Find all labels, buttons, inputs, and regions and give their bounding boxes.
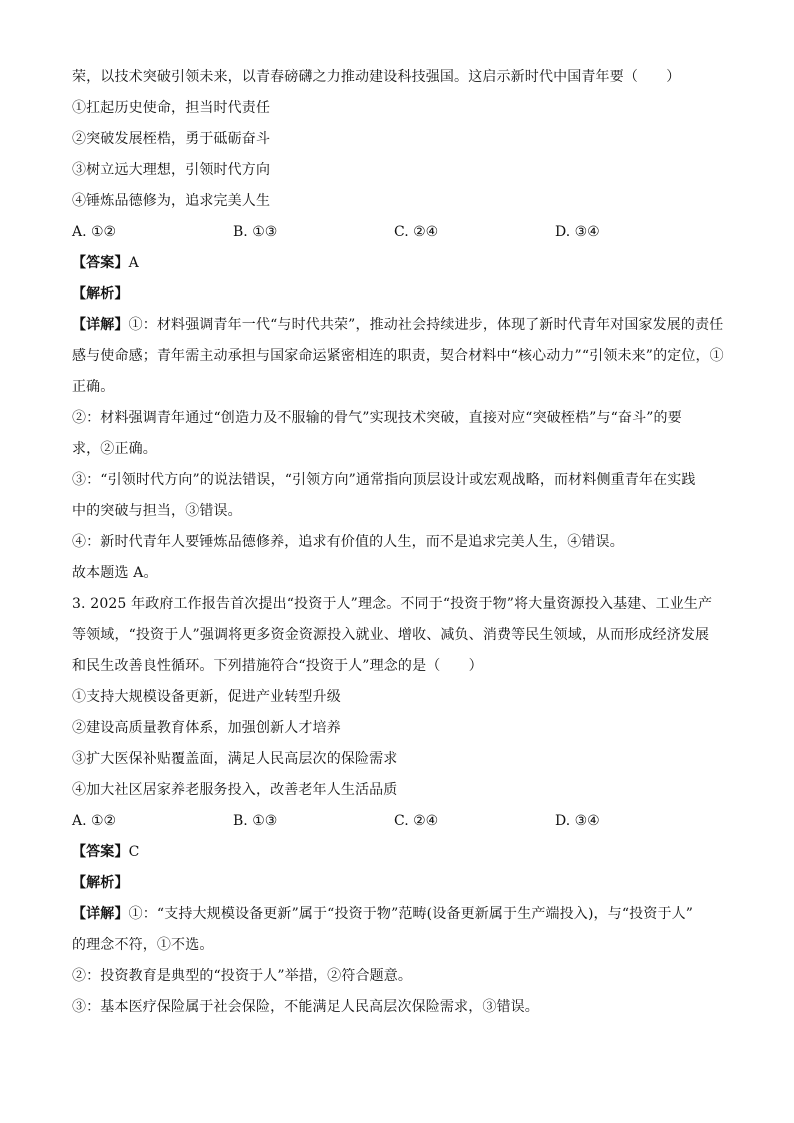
answer-tag: 【答案】 <box>72 844 129 860</box>
statement-item: ①支持大规模设备更新，促进产业转型升级 <box>72 689 341 705</box>
option-c: C. ②④ <box>394 224 439 240</box>
detail-line: ④：新时代青年人要锤炼品德修养，追求有价值的人生，而不是追求完美人生，④错误。 <box>72 534 624 550</box>
statement-item: ③树立远大理想，引领时代方向 <box>72 162 271 178</box>
answer-value: C <box>128 844 140 860</box>
answer-value: A <box>128 255 139 271</box>
option-d: D. ③④ <box>555 224 600 240</box>
detail-tag: 【详解】 <box>72 317 129 333</box>
detail-text: ①：材料强调青年一代“与时代共荣”，推动社会持续进步，体现了新时代青年对国家发展的责任 <box>128 317 724 333</box>
detail-line: 求，②正确。 <box>72 441 157 457</box>
statement-item: ④加大社区居家养老服务投入，改善老年人生活品质 <box>72 782 398 798</box>
option-d: D. ③④ <box>555 813 600 829</box>
detail-line: ③：基本医疗保险属于社会保险，不能满足人民高层次保险需求，③错误。 <box>72 999 539 1015</box>
detail-tag: 【详解】 <box>72 906 129 922</box>
question-stem: 荣，以技术突破引领未来，以青春磅礴之力推动建设科技强国。这启示新时代中国青年要（ ） <box>72 69 681 85</box>
detail-line: ②：材料强调青年通过“创造力及不服输的骨气”实现技术突破，直接对应“突破桎梏”与“奋斗”的要 <box>72 410 682 426</box>
detail-line: ②：投资教育是典型的“投资于人”举措，②符合题意。 <box>72 968 413 984</box>
option-a: A. ①② <box>72 813 117 829</box>
option-b: B. ①③ <box>233 813 278 829</box>
question-stem: 等领域，“投资于人”强调将更多资金资源投入就业、增收、减负、消费等民生领域，从而形成经济发展 <box>72 627 710 643</box>
statement-item: ③扩大医保补贴覆盖面，满足人民高层次的保险需求 <box>72 751 398 767</box>
analysis-heading <box>72 279 752 310</box>
answer-options <box>72 806 752 837</box>
detail-line: 故本题选 A。 <box>72 565 158 581</box>
detail-line: 感与使命感；青年需主动承担与国家命运紧密相连的职责，契合材料中“核心动力”“引领未来”的定位，① <box>72 348 724 364</box>
statement-item: ②建设高质量教育体系，加强创新人才培养 <box>72 720 341 736</box>
statement-item: ①扛起历史使命，担当时代责任 <box>72 100 271 116</box>
statement-item: ④锤炼品德修为，追求完美人生 <box>72 193 271 209</box>
statement-item: ②突破发展桎梏，勇于砥砺奋斗 <box>72 131 271 147</box>
analysis-tag: 【解析】 <box>72 286 129 302</box>
analysis-tag: 【解析】 <box>72 875 129 891</box>
detail-line: 中的突破与担当，③错误。 <box>72 503 242 519</box>
detail-line: ③：“引领时代方向”的说法错误，“引领方向”通常指向顶层设计或宏观战略，而材料侧重青年在实践 <box>72 472 696 488</box>
detail-line: 正确。 <box>72 379 115 395</box>
detail-line <box>72 310 752 341</box>
answer-tag: 【答案】 <box>72 255 129 271</box>
question-stem: 和民生改善良性循环。下列措施符合“投资于人”理念的是（ ） <box>72 658 483 674</box>
option-b: B. ①③ <box>233 224 278 240</box>
detail-line <box>72 899 752 930</box>
answer-line <box>72 248 752 279</box>
detail-text: ①：“支持大规模设备更新”属于“投资于物”范畴(设备更新属于生产端投入)，与“投资于人” <box>128 906 694 922</box>
question-stem: 3. 2025 年政府工作报告首次提出“投资于人”理念。不同于“投资于物”将大量资源投入基建、工业生产 <box>72 596 713 612</box>
option-c: C. ②④ <box>394 813 439 829</box>
answer-line <box>72 837 752 868</box>
analysis-heading <box>72 868 752 899</box>
document-page <box>72 62 752 1023</box>
option-a: A. ①② <box>72 224 117 240</box>
detail-line: 的理念不符，①不选。 <box>72 937 214 953</box>
answer-options <box>72 217 752 248</box>
